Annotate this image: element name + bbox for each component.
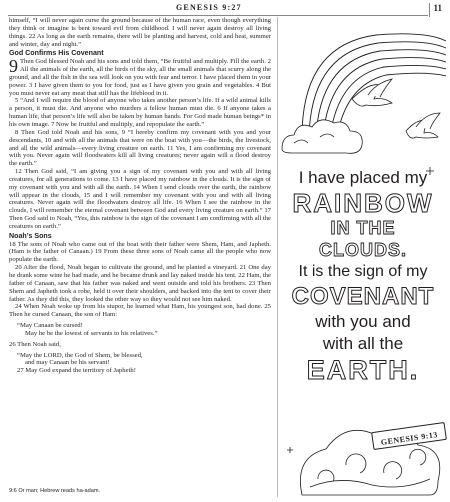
bird-icon (406, 113, 440, 138)
lettering-line: COVENANT (291, 283, 435, 310)
paragraph: 18 The sons of Noah who came out of the boat with their father were Shem, Ham, and Japheth. (Ham is the father of Canaan.) 19 From these three sons of Noah came all the people who now populate the earth. (9, 240, 271, 264)
lettering-line: with all the (322, 334, 404, 353)
poetry-line: May he be the lowest of servants to his relatives.” (25, 329, 158, 337)
paragraph (9, 58, 271, 97)
scripture-column (9, 17, 271, 375)
page-number: 11 (433, 3, 442, 13)
page-header (8, 3, 442, 15)
chapter-number: 9 (9, 56, 18, 77)
lettering-line: IN THE CLOUDS. (319, 218, 407, 260)
paragraph: 26 Then Noah said, (9, 340, 61, 348)
paragraph: 5 “And I will require the blood of anyone who takes another person’s life. If a wild animal kills a person, it must die. And anyone who murders a fellow human must die. 6 If anyone takes a human life, that person’s life will also be taken by human hands. For God made human beings* in his own image. 7 Now be fruitful and multiply, and repopulate the earth.” (9, 97, 271, 128)
lettering-line: It is the sign of my (298, 263, 428, 280)
paragraph: 8 Then God told Noah and his sons, 9 “I hereby confirm my covenant with you and your descendants, 10 and with all the animals that were on the boat with you—the birds, the livestock, and all the wild animals—every living creature on earth. 11 Yes, I am confirming my covenant with you. Never again will floodwaters kill all living creatures; never again will a flood destroy the earth.” (9, 128, 271, 168)
paragraph: himself, “I will never again curse the ground because of the human race, even though everything they think or imagine is bent toward evil from childhood. I will never again destroy all living things. 22 As long as the earth remains, there will be planting and harvest, cold and heat, summer and winter, day and night.” (9, 17, 271, 48)
footnote: 9:6 Or man; Hebrew reads ha-adam. (9, 488, 101, 494)
reference-label: GENESIS 9:13 (380, 430, 439, 447)
section-heading: God Confirms His Covenant (9, 49, 104, 58)
running-head: GENESIS 9:27 (176, 3, 242, 12)
poetry-line: 27 May God expand the territory of Japheth! (17, 367, 136, 375)
lettering-line: EARTH. (306, 355, 420, 385)
paragraph-text: Then God blessed Noah and his sons and told them, “Be fruitful and multiply. Fill the earth. 2 All the animals of the earth, all the birds of the sky, all the small animals that scurry along the ground, and all the fish in the sea will look on you with fear and terror. I have placed them in your power. 3 I have given them to you for food, just as I have given you grain and vegetables. 4 But you must never eat any meat that still has the lifeblood in it. (9, 58, 271, 97)
cloud-icon (282, 120, 362, 154)
poetry-line: “May Canaan be cursed! (17, 322, 83, 330)
poetry-block (17, 322, 271, 338)
column-rule (277, 17, 278, 497)
coloring-art (280, 17, 446, 497)
header-rule (8, 15, 428, 16)
poetry-block (17, 352, 271, 376)
lettering-line: I have placed my (298, 168, 428, 187)
poetry-line: and may Canaan be his servant! (25, 359, 110, 367)
lettering-line: with you and (315, 312, 411, 331)
bird-icon (352, 79, 392, 106)
paragraph: 20 After the flood, Noah began to cultivate the ground, and he planted a vineyard. 21 One day he drank some wine he had made, and he became drunk and lay naked inside his tent. 22 Ham, the father of Canaan, saw that his father was naked and went outside and told his brothers. 23 Then Shem and Japheth took a robe, held it over their shoulders, and backed into the tent to cover their father. As they did this, they looked the other way so they would not see him naked. (9, 264, 271, 303)
verse-lettering (288, 167, 438, 385)
poetry-line: “May the LORD, the God of Shem, be blessed, (17, 351, 143, 359)
paragraph: 12 Then God said, “I am giving you a sign of my covenant with you and with all living creatures, for all generations to come. 13 I have placed my rainbow in the clouds. It is the sign of my covenant with you and with all the earth. 14 When I send clouds over the earth, the rainbow will appear in the clouds, 15 and I will remember my covenant with you and with all living creatures. Never again will the floodwaters destroy all life. 16 When I see the rainbow in the clouds, I will remember the eternal covenant between God and every living creature on earth.” 17 Then God said to Noah, “Yes, this rainbow is the sign of the covenant I am confirming with all the creatures on earth.” (9, 168, 271, 230)
header-divider (429, 3, 430, 17)
section-heading: Noah’s Sons (9, 231, 52, 240)
paragraph: 24 When Noah woke up from his stupor, he learned what Ham, his youngest son, had done. 25 Then he cursed Canaan, the son of Ham: (9, 303, 271, 319)
lettering-line: RAINBOW (292, 188, 434, 218)
